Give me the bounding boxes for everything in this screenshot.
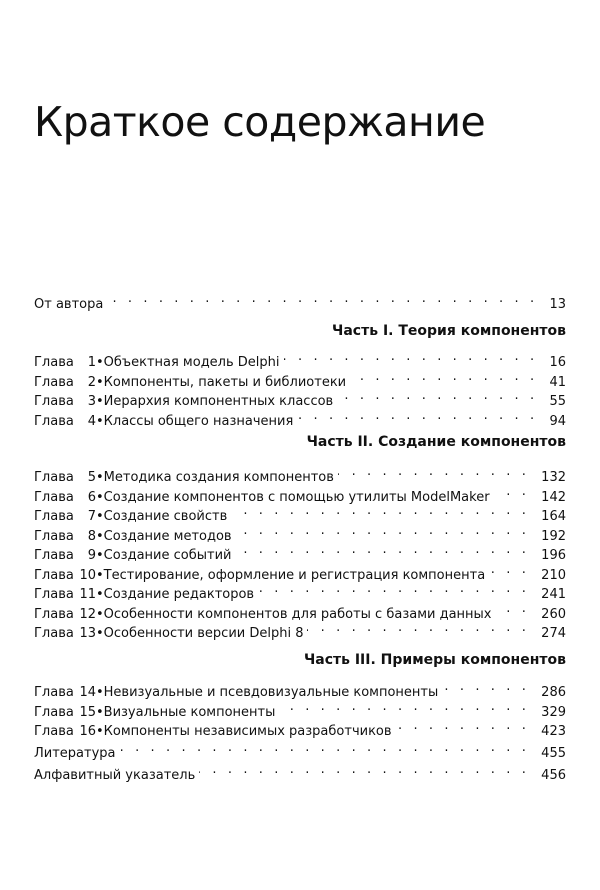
bullet-icon: • bbox=[95, 724, 104, 739]
toc-entry-chapter[interactable] bbox=[34, 600, 566, 622]
toc-entry-index[interactable] bbox=[34, 761, 566, 783]
part-heading: Часть II. Создание компонентов bbox=[306, 434, 566, 450]
leader-dots bbox=[231, 502, 537, 520]
chapter-prefix: Глава 4 bbox=[34, 413, 96, 429]
chapter-title: Компоненты, пакеты и библиотеки bbox=[103, 374, 347, 390]
chapter-prefix: Глава 2 bbox=[34, 374, 96, 390]
chapter-title: Создание свойств bbox=[103, 509, 228, 524]
toc-entry-chapter[interactable] bbox=[34, 561, 566, 583]
chapter-number: 12 bbox=[79, 606, 96, 622]
toc-entry-chapter[interactable] bbox=[34, 717, 566, 739]
page-number: 196 bbox=[541, 548, 566, 563]
toc-entry-chapter[interactable] bbox=[34, 541, 566, 563]
toc-entry-chapter[interactable] bbox=[34, 348, 566, 370]
toc-entry-chapter[interactable] bbox=[34, 463, 566, 485]
page-number: 16 bbox=[549, 355, 566, 370]
leader-dots bbox=[199, 761, 537, 779]
leader-dots bbox=[350, 368, 545, 386]
chapter-title: Особенности версии Delphi 8 bbox=[103, 626, 304, 641]
bullet-icon: • bbox=[95, 470, 104, 485]
toc-entry-chapter[interactable] bbox=[34, 678, 566, 700]
chapter-number: 16 bbox=[79, 724, 96, 739]
page-number: 94 bbox=[549, 413, 566, 429]
leader-dots bbox=[236, 522, 538, 540]
leader-dots bbox=[489, 561, 537, 579]
page-title: Краткое содержание bbox=[34, 98, 486, 146]
chapter-number: 11 bbox=[79, 587, 96, 602]
toc-entry-chapter[interactable] bbox=[34, 387, 566, 409]
page-number: 286 bbox=[541, 685, 566, 700]
chapter-prefix: Глава 15 bbox=[34, 704, 96, 720]
chapter-prefix: Глава 14 bbox=[34, 685, 96, 700]
chapter-prefix: Глава 3 bbox=[34, 394, 96, 409]
page-number: 329 bbox=[541, 704, 566, 720]
toc-entry-chapter[interactable] bbox=[34, 580, 566, 602]
page-number: 456 bbox=[541, 768, 566, 783]
toc-entry-chapter[interactable] bbox=[34, 407, 566, 429]
leader-dots bbox=[297, 407, 545, 425]
chapter-prefix: Глава 12 bbox=[34, 606, 96, 622]
chapter-number: 5 bbox=[87, 470, 96, 485]
chapter-number: 10 bbox=[79, 567, 96, 583]
leader-dots bbox=[284, 348, 546, 366]
bullet-icon: • bbox=[95, 509, 104, 524]
page-number: 455 bbox=[541, 746, 566, 761]
chapter-title: Объектная модель Delphi bbox=[103, 355, 280, 370]
chapter-number: 15 bbox=[79, 704, 96, 720]
chapter-prefix: Глава 11 bbox=[34, 587, 96, 602]
chapter-title: Иерархия компонентных классов bbox=[103, 394, 334, 409]
part-heading: Часть III. Примеры компонентов bbox=[303, 652, 566, 668]
page-number: 55 bbox=[549, 394, 566, 409]
leader-dots bbox=[396, 717, 538, 735]
chapter-title: Методика создания компонентов bbox=[103, 470, 334, 485]
chapter-title: Создание методов bbox=[103, 528, 232, 544]
chapter-prefix: Глава 9 bbox=[34, 548, 96, 563]
part-heading: Часть I. Теория компонентов bbox=[332, 323, 566, 339]
chapter-title: Создание компонентов с помощью утилиты ModelMaker bbox=[103, 489, 490, 505]
leader-dots bbox=[236, 541, 538, 559]
chapter-prefix: Глава 1 bbox=[34, 355, 96, 370]
page-number: 192 bbox=[541, 528, 566, 544]
chapter-title: Создание событий bbox=[103, 548, 232, 563]
toc-entry-chapter[interactable] bbox=[34, 483, 566, 505]
toc-entry-chapter[interactable] bbox=[34, 698, 566, 720]
leader-dots bbox=[442, 678, 537, 696]
page-number: 260 bbox=[541, 606, 566, 622]
chapter-prefix: Глава 8 bbox=[34, 528, 96, 544]
chapter-prefix: Глава 16 bbox=[34, 724, 96, 739]
page-number: 274 bbox=[541, 626, 566, 641]
bullet-icon: • bbox=[95, 528, 104, 544]
entry-label: От автора bbox=[34, 297, 104, 312]
bullet-icon: • bbox=[95, 548, 104, 563]
chapter-number: 8 bbox=[87, 528, 96, 544]
bullet-icon: • bbox=[95, 626, 104, 641]
bullet-icon: • bbox=[95, 685, 104, 700]
leader-dots bbox=[279, 698, 537, 716]
page-number: 132 bbox=[541, 470, 566, 485]
page-number: 241 bbox=[541, 587, 566, 602]
bullet-icon: • bbox=[95, 567, 104, 583]
chapter-number: 4 bbox=[87, 413, 96, 429]
leader-dots bbox=[337, 387, 545, 405]
leader-dots bbox=[107, 290, 545, 308]
toc-entry-preface[interactable] bbox=[34, 290, 566, 312]
page-number: 41 bbox=[549, 374, 566, 390]
chapter-number: 1 bbox=[87, 355, 96, 370]
bullet-icon: • bbox=[95, 355, 104, 370]
chapter-prefix: Глава 13 bbox=[34, 626, 96, 641]
leader-dots bbox=[494, 483, 538, 501]
toc-entry-chapter[interactable] bbox=[34, 522, 566, 544]
bullet-icon: • bbox=[95, 394, 104, 409]
leader-dots bbox=[307, 619, 537, 637]
chapter-number: 6 bbox=[87, 489, 96, 505]
chapter-title: Визуальные компоненты bbox=[103, 704, 276, 720]
chapter-title: Компоненты независимых разработчиков bbox=[103, 724, 392, 739]
chapter-number: 13 bbox=[79, 626, 96, 641]
page-number: 142 bbox=[541, 489, 566, 505]
page-number: 210 bbox=[541, 567, 566, 583]
leader-dots bbox=[338, 463, 537, 481]
toc-entry-bibliography[interactable] bbox=[34, 739, 566, 761]
bullet-icon: • bbox=[95, 489, 104, 505]
chapter-number: 7 bbox=[87, 509, 96, 524]
chapter-prefix: Глава 7 bbox=[34, 509, 96, 524]
page-number: 423 bbox=[541, 724, 566, 739]
leader-dots bbox=[258, 580, 537, 598]
chapter-prefix: Глава 6 bbox=[34, 489, 96, 505]
page-number: 13 bbox=[549, 297, 566, 312]
bullet-icon: • bbox=[95, 704, 104, 720]
bullet-icon: • bbox=[95, 374, 104, 390]
chapter-number: 9 bbox=[87, 548, 96, 563]
bullet-icon: • bbox=[95, 587, 104, 602]
chapter-title: Классы общего назначения bbox=[103, 413, 294, 429]
leader-dots bbox=[120, 739, 538, 757]
entry-label: Алфавитный указатель bbox=[34, 768, 196, 783]
toc-entry-chapter[interactable] bbox=[34, 619, 566, 641]
entry-label: Литература bbox=[34, 746, 116, 761]
chapter-number: 3 bbox=[87, 394, 96, 409]
bullet-icon: • bbox=[95, 606, 104, 622]
chapter-title: Тестирование, оформление и регистрация компонента bbox=[103, 567, 486, 583]
chapter-number: 2 bbox=[87, 374, 96, 390]
chapter-title: Создание редакторов bbox=[103, 587, 255, 602]
toc-entry-chapter[interactable] bbox=[34, 502, 566, 524]
chapter-title: Особенности компонентов для работы с базами данных bbox=[103, 606, 492, 622]
toc-entry-chapter[interactable] bbox=[34, 368, 566, 390]
page-number: 164 bbox=[541, 509, 566, 524]
chapter-number: 14 bbox=[79, 685, 96, 700]
bullet-icon: • bbox=[95, 413, 104, 429]
chapter-prefix: Глава 5 bbox=[34, 470, 96, 485]
chapter-title: Невизуальные и псевдовизуальные компоненты bbox=[103, 685, 439, 700]
chapter-prefix: Глава 10 bbox=[34, 567, 96, 583]
leader-dots bbox=[496, 600, 538, 618]
